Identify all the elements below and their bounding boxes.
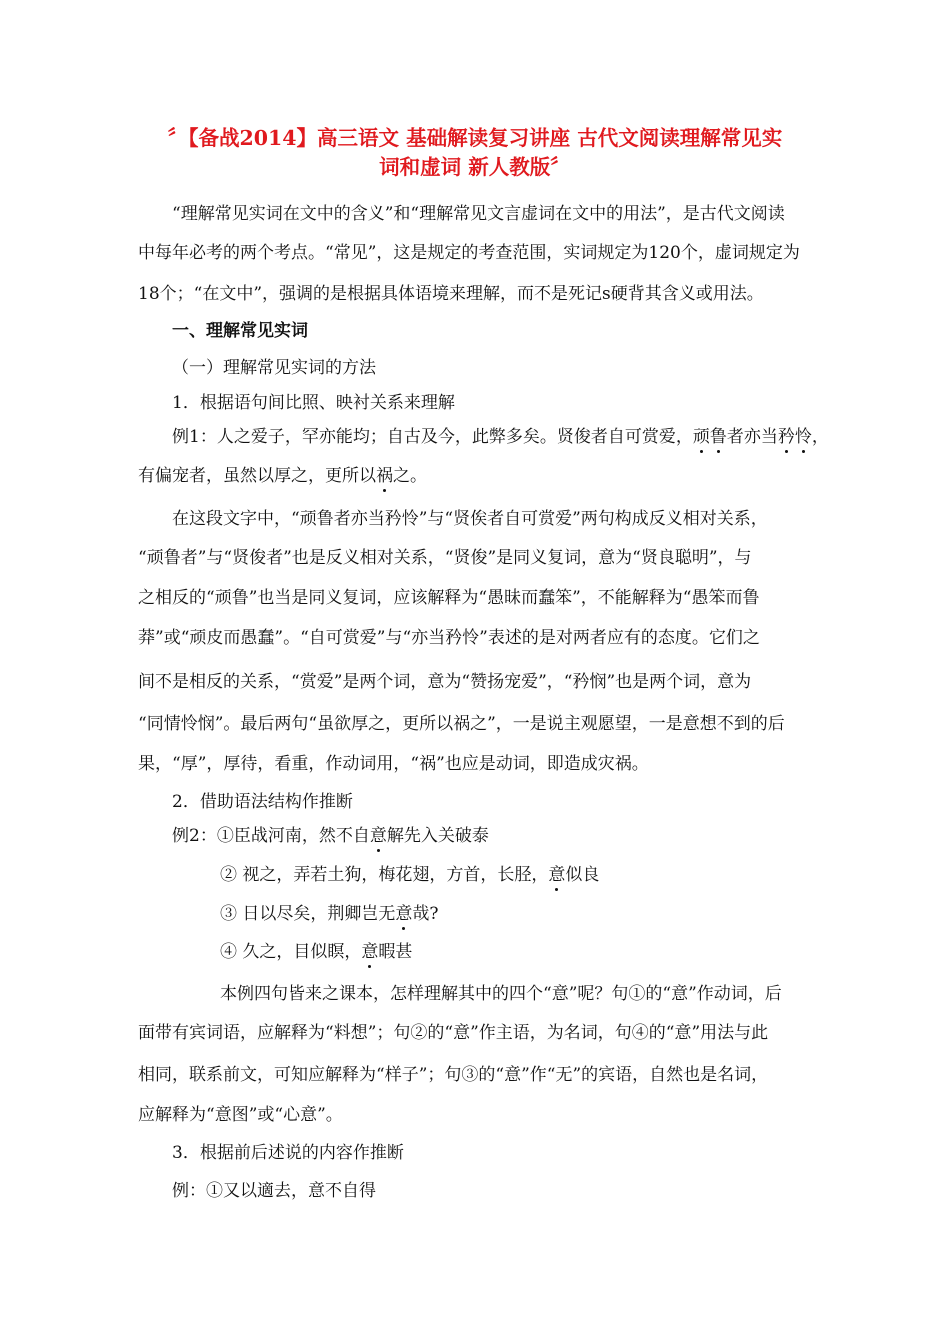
method-2-heading: 2．借助语法结构作推断 [172,792,353,812]
example-2-sentence-4 [220,941,412,963]
example-text: 解先入关破泰 [386,826,489,846]
example-3-line: 例：①又以適去，意不自得 [172,1181,376,1201]
analysis-line: “顽鲁者”与“贤俊者”也是反义相对关系，“贤俊”是同义复词，意为“贤良聪明”，与 [138,548,752,568]
analysis-line: 在这段文字中，“顽鲁者亦当矜怜”与“贤俟者自可赏爱”两句构成反义相对关系， [172,509,768,529]
method-3-heading: 3．根据前后述说的内容作推断 [172,1143,404,1163]
emphasis-char: 意 [369,826,387,846]
analysis-2-line: 面带有宾词语，应解释为“料想”；句②的“意”作主语，为名词，句④的“意”用法与此 [138,1023,769,1043]
emphasis-char: 意 [361,942,379,962]
subsection-heading: （一）理解常见实词的方法 [172,358,376,378]
analysis-line: “同情怜悯”。最后两句“虽欲厚之，更所以祸之”，一是说主观愿望，一是意想不到的后 [138,714,785,734]
example-2-sentence-2 [220,864,599,886]
example-text: 有偏宠者，虽然以厚之，更所以 [138,466,376,486]
analysis-2-line: 应解释为“意图”或“心意”。 [138,1105,343,1125]
example-1-line-2 [138,465,427,487]
example-text: 暇甚 [378,942,413,962]
emphasis-char: 祸 [376,466,393,486]
analysis-line: 间不是相反的关系，“赏爱”是两个词，意为“赞扬宠爱”，“矜悯”也是两个词，意为 [138,672,752,692]
example-text: 例2：①臣战河南，然不自 [172,826,370,846]
method-1-heading: 1．根据语句间比照、映衬关系来理解 [172,393,455,413]
example-text: ③ 日以尽矣，荆卿岂无 [220,904,396,924]
analysis-line: 之相反的“顽鲁”也当是同义复词，应该解释为“愚昧而蠢笨”，不能解释为“愚笨而鲁 [138,588,760,608]
emphasis-char: 意 [395,904,413,924]
example-text: ② 视之，弄若土狗，梅花翅，方首，长胫， [220,865,549,885]
emphasis-char: 鲁 [709,427,727,447]
analysis-line: 莽”或“顽皮而愚蠢”。“自可赏爱”与“亦当矜怜”表述的是对两者应有的态度。它们之 [138,628,760,648]
emphasis-char: 怜 [794,427,812,447]
example-text: 之。 [393,466,427,486]
emphasis-char: 矜 [777,427,795,447]
intro-line-2: 中每年必考的两个考点。“常见”，这是规定的考查范围，实词规定为120个，虚词规定为 [138,243,800,263]
intro-line-1: “理解常见实词在文中的含义”和“理解常见文言虚词在文中的用法”，是古代文阅读 [172,204,785,224]
example-text: 者亦当 [726,427,778,447]
example-text: 似良 [565,865,600,885]
section-heading: 一、理解常见实词 [172,321,308,341]
example-text: 例1：人之爱子，罕亦能均；自古及今，此弊多矣。贤俊者自可赏爱， [172,427,693,447]
analysis-line: 果，“厚”，厚待，看重，作动词用，“祸”也应是动词，即造成灾祸。 [138,754,649,774]
title-line-1: 〞【备战2014】高三语文 基础解读复习讲座 古代文阅读理解常见实 [167,126,783,150]
intro-line-3: 18个；“在文中”，强调的是根据具体语境来理解，而不是死记s硬背其含义或用法。 [138,284,764,304]
example-2-sentence-3 [220,903,439,925]
emphasis-char: 意 [548,865,566,885]
example-2-sentence-1 [172,825,489,847]
analysis-2-line: 本例四句皆来之课本，怎样理解其中的四个“意”呢？句①的“意”作动词，后 [220,984,782,1004]
example-text: 哉? [412,904,439,924]
analysis-2-line: 相同，联系前文，可知应解释为“样子”；句③的“意”作“无”的宾语，自然也是名词， [138,1065,769,1085]
document-title [120,124,830,182]
example-text: ④ 久之，目似瞑， [220,942,362,962]
title-line-2: 词和虚词 新人教版〞 [379,155,571,179]
example-text: ， [811,427,829,447]
example-1-line-1 [172,426,829,448]
emphasis-char: 顽 [692,427,710,447]
